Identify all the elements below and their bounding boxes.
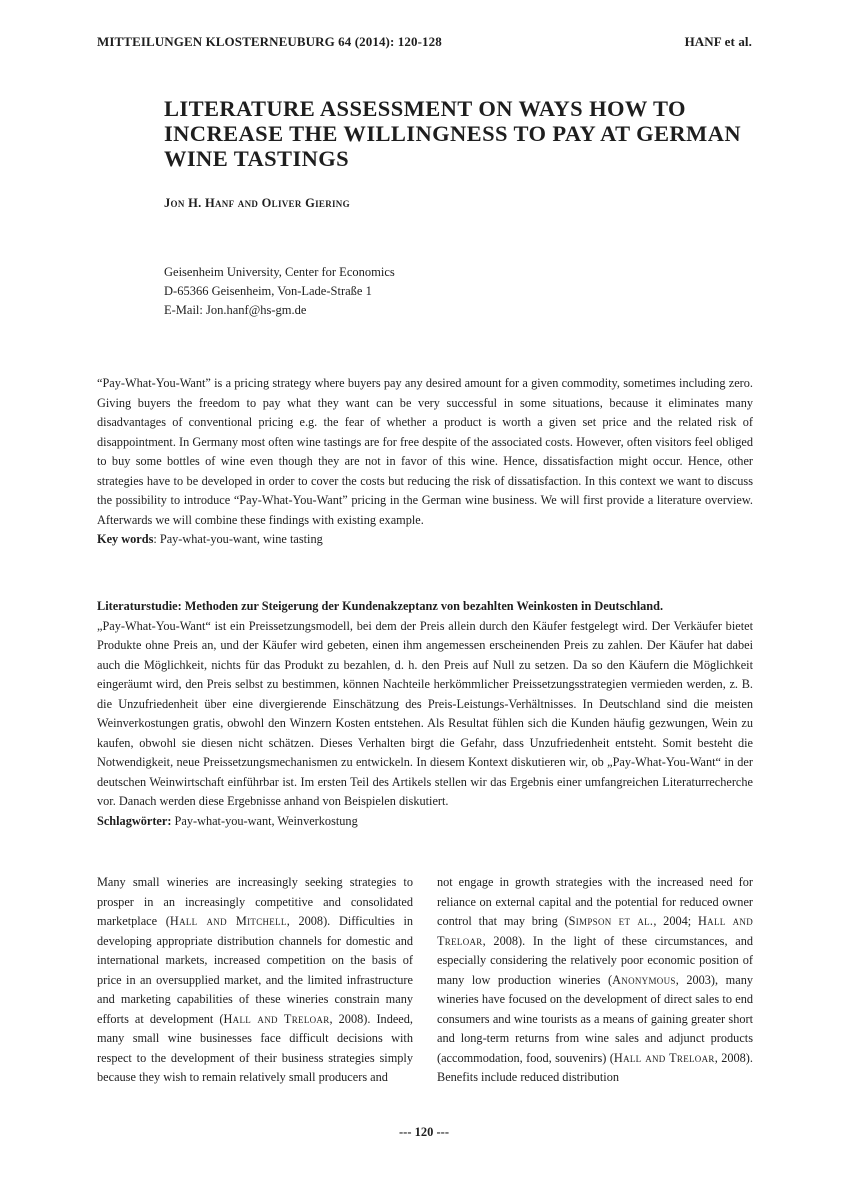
body-text-run: , 2008). In the light of these circumstances, and especially considering the relatively poor economic position of many low production wineries ( (437, 933, 753, 987)
affiliation-email: E-Mail: Jon.hanf@hs-gm.de (164, 303, 307, 317)
citation-author: Hall and Treloar (223, 1011, 330, 1026)
body-text-run: , 2003), many wineries have focused on the development of direct sales to end consumers and wine tourists as a means of gaining greater short and long-term returns from wine sales and adjunct products (accommodation, food, souvenirs) ( (437, 972, 753, 1065)
article-authors: Jon H. Hanf and Oliver Giering (164, 196, 350, 210)
running-authors: HANF et al. (684, 34, 752, 49)
schlagwoerter-label: Schlagwörter: (97, 813, 172, 828)
schlagwoerter-values: Pay-what-you-want, Weinverkostung (171, 813, 358, 828)
body-text (97, 873, 753, 1088)
body-text-run: , 2008). Difficulties in developing appropriate distribution channels for domestic and international markets, increased competition on the basis of price in an oversupplied market, and the limited infrastructure and marketing capabilities of these wineries constrain many efforts at development ( (97, 914, 414, 1026)
body-text-run: not engage in growth strategies with the increased need for reliance on external capital and the potential for reduced owner control that may bring ( (437, 875, 753, 928)
citation-author: Hall and Treloar (437, 914, 754, 948)
affiliation-block (164, 263, 395, 320)
abstract-english (97, 374, 753, 550)
abstract-german-title: Literaturstudie: Methoden zur Steigerung der Kundenakzeptanz von bezahlten Weinkosten in Deutschland. (97, 599, 664, 613)
article-title: LITERATURE ASSESSMENT ON WAYS HOW TO INCREASE THE WILLINGNESS TO PAY AT GERMAN WINE TASTINGS (164, 96, 741, 171)
body-text-run: , 2008). Benefits include reduced distribution (437, 1050, 753, 1084)
abstract-german (97, 597, 753, 831)
citation-author: Simpson et al. (568, 914, 654, 928)
citation-author: Anonymous (612, 972, 676, 987)
body-text-run: , 2008). Indeed, many small wine businesses face difficult decisions with respect to the development of their business strategies simply because they wish to remain relatively small producers and (97, 1011, 413, 1084)
keywords-german (97, 812, 753, 832)
body-text-run: , 2004; (653, 914, 698, 928)
journal-citation: MITTEILUNGEN KLOSTERNEUBURG 64 (2014): 120-128 (97, 34, 442, 49)
body-column-right (437, 873, 753, 1088)
citation-author: Hall and Mitchell (169, 914, 287, 928)
affiliation-address: D-65366 Geisenheim, Von-Lade-Straße 1 (164, 284, 372, 298)
keywords-label: Key words (97, 532, 154, 546)
body-column-left (97, 873, 413, 1088)
body-text-run: Many small wineries are increasingly seeking strategies to prosper in an increasingly competitive and consolidated marketplace ( (97, 875, 413, 928)
affiliation-institution: Geisenheim University, Center for Economics (164, 265, 395, 279)
abstract-german-text: „Pay-What-You-Want“ ist ein Preissetzungsmodell, bei dem der Preis allein durch den Käufer festgelegt wird. Der Verkäufer bietet Produkte ohne Preis an, und der Käufer wird gebeten, einen ihm angemessen erscheinenden Preis zu zahlen. Der Käufer hat dabei auch die Möglichkeit, nichts für das Produkt zu bezahlen, d. h. den Preis auf Null zu setzen. Da so den Käufern die Möglichkeit eingeräumt wird, den Preis selbst zu bestimmen, können Nachteile herkömmlicher Preissetzungsstrategien vermieden werden, z. B. die Unzufriedenheit über eine divergierende Einschätzung des Preis-Leistungs-Verhältnisses. In Deutschland sind die meisten Weinverkostungen gratis, obwohl den Winzern Kosten entstehen. Als Resultat fühlen sich die Kunden häufig gezwungen, Wein zu kaufen, obwohl sie diesen nicht schätzen. Dieses Verhalten birgt die Gefahr, dass Unzufriedenheit entsteht. Somit besteht die Notwendigkeit, neue Preissetzungsmechanismen zu entwickeln. In diesem Kontext diskutieren wir, ob „Pay-What-You-Want“ in der deutschen Weinwirtschaft einführbar ist. Im ersten Teil des Artikels stellen wir das Ergebnis einer umfangreichen Literaturrecherche vor. Danach werden diese Ergebnisse anhand von Beispielen diskutiert. (97, 618, 753, 808)
citation-author: Hall and Treloar (613, 1050, 715, 1065)
page-number: --- 120 --- (399, 1125, 449, 1139)
keywords-values: : Pay-what-you-want, wine tasting (153, 532, 323, 546)
keywords-english (97, 530, 753, 550)
abstract-english-text: “Pay-What-You-Want” is a pricing strategy where buyers pay any desired amount for a given commodity, sometimes including zero. Giving buyers the freedom to pay what they want can be very successful in some situations, because it eliminates many disadvantages of conventional pricing e.g. the fear of whether a product is worth a given set price and the related risk of disappointment. In Germany most often wine tastings are for free despite of the associated costs. However, often visitors feel obliged to buy some bottles of wine even though they are not in favor of this wine. Hence, dissatisfaction might occur. Hence, other strategies have to be developed in order to cover the costs but reducing the risk of dissatisfaction. In this context we want to discuss the possibility to introduce “Pay-What-You-Want” pricing in the German wine business. We will first provide a literature overview. Afterwards we will combine these findings with existing example. (97, 376, 753, 527)
running-header (97, 34, 752, 50)
